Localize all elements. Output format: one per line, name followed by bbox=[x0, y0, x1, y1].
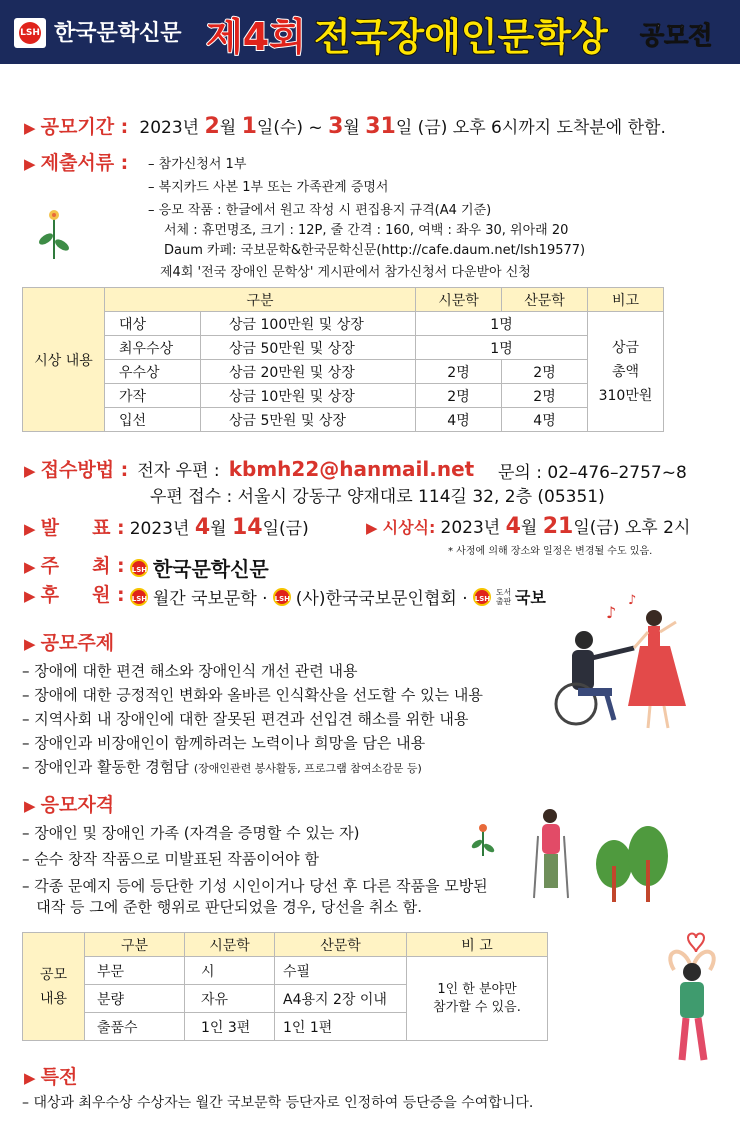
entry-header: 구분 bbox=[85, 933, 185, 957]
period-month1: 2 bbox=[204, 114, 220, 139]
entry-note-2: 참가할 수 있음. bbox=[433, 999, 521, 1015]
entry-table bbox=[22, 932, 548, 1041]
theme-title-row bbox=[24, 628, 114, 655]
announce-date-a: 2023년 bbox=[129, 519, 195, 539]
sponsor-3-small: 도서 출판 bbox=[495, 587, 512, 606]
announce-month: 4 bbox=[194, 515, 211, 540]
note-line: 상금 bbox=[611, 339, 640, 356]
entry-cell: 부문 bbox=[85, 957, 185, 985]
entry-cell: 자유 bbox=[185, 985, 275, 1013]
doc-item: – 응모 작품 : 한글에서 원고 작성 시 편집용지 규격(A4 기준) bbox=[148, 203, 492, 218]
logo-icon: LSH bbox=[14, 18, 46, 48]
triangle-icon: ▶ bbox=[24, 462, 36, 480]
contact-phone: 문의 : 02–476–2757~8 bbox=[498, 463, 687, 483]
entry-note-1: 1인 한 분야만 bbox=[437, 981, 517, 997]
documents-label: 제출서류 : bbox=[40, 152, 129, 174]
prize-rank: 입선 bbox=[105, 408, 201, 432]
triangle-icon: ▶ bbox=[24, 558, 36, 576]
svg-text:♪: ♪ bbox=[606, 603, 617, 622]
entry-cell: 수필 bbox=[275, 957, 407, 985]
prize-header: 구분 bbox=[105, 288, 416, 312]
sponsor-logo-icon: LSH bbox=[273, 588, 291, 606]
period-part2: 월 bbox=[219, 118, 242, 138]
doc-item: – 참가신청서 1부 bbox=[148, 157, 247, 172]
eligibility-item: – 장애인 및 장애인 가족 (자격을 증명할 수 있는 자) bbox=[22, 824, 360, 842]
prize-count: 1명 bbox=[416, 312, 588, 336]
doc-item: – 복지카드 사본 1부 또는 가족관계 증명서 bbox=[148, 180, 389, 195]
entry-header: 시문학 bbox=[185, 933, 275, 957]
prize-rank: 최우수상 bbox=[105, 336, 201, 360]
dancing-couple-illustration bbox=[548, 588, 718, 738]
entry-cell: 1인 3편 bbox=[185, 1013, 275, 1041]
entry-cell: 시 bbox=[185, 957, 275, 985]
triangle-icon: ▶ bbox=[24, 155, 36, 173]
period-label: 공모기간 : bbox=[40, 116, 129, 138]
announce-row bbox=[24, 513, 309, 540]
flower-icon bbox=[36, 205, 72, 261]
post-address: 우편 접수 : 서울시 강동구 양재대로 114길 32, 2층 (05351) bbox=[150, 487, 605, 507]
ceremony-row bbox=[366, 513, 690, 539]
entry-side-label-2: 내용 bbox=[39, 990, 68, 1007]
ceremony-label: 시상식: bbox=[382, 518, 436, 537]
entry-cell: A4용지 2장 이내 bbox=[275, 985, 407, 1013]
triangle-icon: ▶ bbox=[24, 1069, 36, 1087]
host-label: 주 최 : bbox=[40, 555, 125, 577]
theme-item: – 지역사회 내 장애인에 대한 잘못된 편견과 선입견 해소를 위한 내용 bbox=[22, 710, 469, 728]
prize-count: 2명 bbox=[416, 384, 502, 408]
sponsor-3: 국보 bbox=[514, 588, 546, 607]
triangle-icon: ▶ bbox=[24, 520, 36, 538]
prize-header: 시문학 bbox=[416, 288, 502, 312]
announce-day: 14 bbox=[231, 515, 263, 540]
prize-count: 2명 bbox=[502, 360, 588, 384]
prize-amount: 상금 100만원 및 상장 bbox=[201, 312, 416, 336]
prize-count: 4명 bbox=[502, 408, 588, 432]
note-line: 총액 bbox=[611, 363, 640, 380]
submission-label: 접수방법 : bbox=[40, 459, 129, 481]
prize-header: 산문학 bbox=[502, 288, 588, 312]
prize-rank: 우수상 bbox=[105, 360, 201, 384]
entry-cell: 출품수 bbox=[85, 1013, 185, 1041]
flower-icon bbox=[470, 822, 496, 858]
period-day2: 31 bbox=[365, 114, 396, 139]
period-part4: 월 bbox=[343, 118, 366, 138]
period-day1: 1 bbox=[241, 114, 257, 139]
prize-count: 2명 bbox=[416, 360, 502, 384]
ceremony-a: 2023년 bbox=[440, 518, 506, 538]
prize-note bbox=[588, 312, 664, 432]
ceremony-mid: 월 bbox=[520, 518, 543, 538]
entry-side-label bbox=[23, 933, 85, 1041]
period-part5: 일 (금) 오후 6시까지 도착분에 한함. bbox=[395, 118, 666, 138]
prize-count: 1명 bbox=[416, 336, 588, 360]
benefit-title-row bbox=[24, 1062, 77, 1089]
triangle-icon: ▶ bbox=[24, 797, 36, 815]
period-part3: 일(수) ~ bbox=[256, 118, 329, 138]
triangle-icon: ▶ bbox=[24, 119, 36, 137]
host-logo-icon: LSH bbox=[130, 559, 148, 577]
edition-title: 제4회 bbox=[206, 15, 306, 59]
eligibility-item: – 각종 문예지 등에 등단한 기성 시인이거나 당선 후 다른 작품을 모방된 bbox=[22, 877, 488, 895]
sponsor-label: 후 원 : bbox=[40, 584, 125, 606]
submission-row bbox=[24, 455, 474, 482]
entry-header: 산문학 bbox=[275, 933, 407, 957]
prize-header: 비고 bbox=[588, 288, 664, 312]
triangle-icon: ▶ bbox=[24, 587, 36, 605]
eligibility-item: 대작 등 그에 준한 행위로 판단되었을 경우, 당선을 취소 함. bbox=[22, 898, 423, 916]
host-name: 한국문학신문 bbox=[152, 557, 269, 581]
ceremony-tail: 일(금) 오후 2시 bbox=[573, 518, 691, 538]
sponsor-row bbox=[24, 580, 546, 609]
eligibility-title-row bbox=[24, 790, 114, 817]
entry-note bbox=[407, 957, 548, 1041]
contest-suffix: 공모전 bbox=[640, 21, 713, 50]
sponsor-1: 월간 국보문학 · bbox=[152, 589, 268, 609]
announce-tail: 일(금) bbox=[262, 519, 309, 539]
documents-label-row bbox=[24, 148, 128, 175]
entry-cell: 1인 1편 bbox=[275, 1013, 407, 1041]
header-banner bbox=[0, 0, 740, 64]
sponsor-2: (사)한국국보문인협회 · bbox=[295, 589, 468, 609]
entry-header: 비 고 bbox=[407, 933, 548, 957]
eligibility-title: 응모자격 bbox=[40, 794, 115, 816]
entry-cell: 분량 bbox=[85, 985, 185, 1013]
sponsor-logo-icon: LSH bbox=[473, 588, 491, 606]
prize-side-label: 시상 내용 bbox=[23, 288, 105, 432]
heart-person-illustration bbox=[652, 930, 732, 1070]
benefit-title: 특전 bbox=[40, 1066, 78, 1088]
schedule-note: * 사정에 의해 장소와 일정은 변경될 수도 있음. bbox=[448, 546, 653, 557]
prize-amount: 상금 50만원 및 상장 bbox=[201, 336, 416, 360]
theme-item-note: (장애인관련 봉사활동, 프로그램 참여소감문 등) bbox=[193, 762, 422, 775]
prize-count: 2명 bbox=[502, 384, 588, 408]
sponsor-logo-icon: LSH bbox=[130, 588, 148, 606]
theme-item: – 장애에 대한 긍정적인 변화와 올바른 인식확산을 선도할 수 있는 내용 bbox=[22, 686, 483, 704]
theme-title: 공모주제 bbox=[40, 632, 115, 654]
email-prefix: 전자 우편 : bbox=[137, 461, 220, 481]
theme-item-last bbox=[22, 756, 422, 777]
prize-amount: 상금 10만원 및 상장 bbox=[201, 384, 416, 408]
announce-label: 발 표 : bbox=[40, 517, 125, 539]
benefit-text: – 대상과 최우수상 수상자는 월간 국보문학 등단자로 인정하여 등단증을 수여합니다. bbox=[22, 1095, 534, 1111]
prize-count: 4명 bbox=[416, 408, 502, 432]
ceremony-month: 4 bbox=[505, 514, 521, 539]
doc-item: 제4회 '전국 장애인 문학상' 게시판에서 참가신청서 다운받아 신청 bbox=[160, 265, 531, 280]
prize-rank: 대상 bbox=[105, 312, 201, 336]
doc-item: Daum 카페: 국보문학&한국문학신문(http://cafe.daum.net/lsh19577) bbox=[164, 243, 586, 258]
crutches-illustration bbox=[530, 806, 670, 906]
triangle-icon: ▶ bbox=[366, 519, 378, 537]
email-link[interactable]: kbmh22@hanmail.net bbox=[228, 457, 475, 481]
entry-side-label-1: 공모 bbox=[39, 966, 68, 983]
eligibility-item: – 순수 창작 작품으로 미발표된 작품이어야 함 bbox=[22, 850, 319, 868]
period-row bbox=[24, 112, 666, 139]
prize-amount: 상금 20만원 및 상장 bbox=[201, 360, 416, 384]
prize-rank: 가작 bbox=[105, 384, 201, 408]
ceremony-day: 21 bbox=[542, 514, 574, 539]
period-month2: 3 bbox=[328, 114, 344, 139]
theme-item: – 장애에 대한 편견 해소와 장애인식 개선 관련 내용 bbox=[22, 662, 358, 680]
contest-title: 전국장애인문학상 bbox=[314, 15, 608, 59]
prize-table bbox=[22, 287, 664, 432]
brand-name: 한국문학신문 bbox=[54, 21, 182, 46]
svg-text:♪: ♪ bbox=[628, 593, 637, 608]
host-row bbox=[24, 551, 269, 582]
announce-mid: 월 bbox=[210, 519, 232, 539]
theme-item: – 장애인과 활동한 경험담 bbox=[22, 758, 189, 776]
note-line: 310만원 bbox=[598, 387, 653, 404]
doc-item: 서체 : 휴먼명조, 크기 : 12P, 줄 간격 : 160, 여백 : 좌우 30, 위아래 20 bbox=[164, 223, 569, 238]
period-part1: 2023년 bbox=[139, 118, 205, 138]
triangle-icon: ▶ bbox=[24, 635, 36, 653]
prize-amount: 상금 5만원 및 상장 bbox=[201, 408, 416, 432]
theme-item: – 장애인과 비장애인이 함께하려는 노력이나 희망을 담은 내용 bbox=[22, 734, 426, 752]
